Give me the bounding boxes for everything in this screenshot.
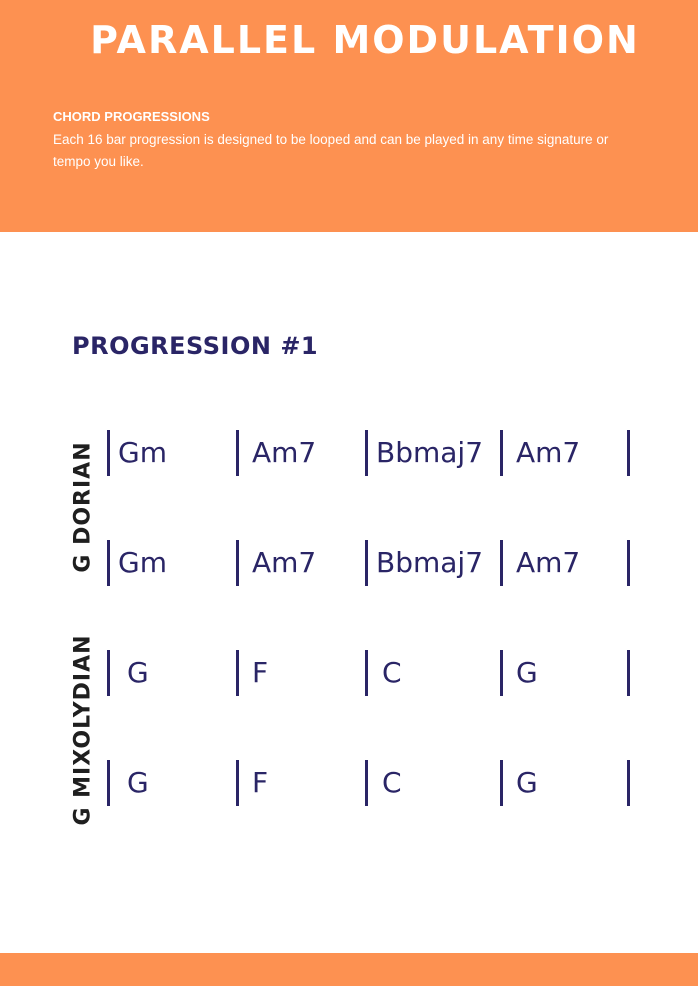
page-title: PARALLEL MODULATION	[90, 18, 640, 62]
bar-line	[236, 650, 239, 696]
chord: Am7	[516, 546, 581, 579]
bar-line	[365, 760, 368, 806]
bar-line	[627, 430, 630, 476]
progression-title: PROGRESSION #1	[72, 332, 319, 360]
chord: Bbmaj7	[376, 546, 484, 579]
section-heading: CHORD PROGRESSIONS	[53, 109, 210, 124]
section-description: Each 16 bar progression is designed to be looped and can be played in any time signature or tempo you like.	[53, 132, 609, 169]
bar-line	[500, 760, 503, 806]
bar-line	[500, 540, 503, 586]
bar-line	[365, 430, 368, 476]
chord: F	[252, 656, 269, 689]
bar-line	[107, 540, 110, 586]
chord: G	[127, 656, 149, 689]
chord: G	[516, 656, 538, 689]
chord: F	[252, 766, 269, 799]
bar-line	[236, 430, 239, 476]
bar-line	[365, 650, 368, 696]
chord: Bbmaj7	[376, 436, 484, 469]
chord: C	[382, 656, 402, 689]
bar-line	[107, 760, 110, 806]
chord: Gm	[118, 546, 167, 579]
bar-line	[627, 760, 630, 806]
bar-line	[500, 650, 503, 696]
bar-line	[236, 540, 239, 586]
bar-line	[627, 540, 630, 586]
bar-line	[365, 540, 368, 586]
bar-line	[107, 430, 110, 476]
chord: Gm	[118, 436, 167, 469]
bar-line	[627, 650, 630, 696]
chord: Am7	[516, 436, 581, 469]
bar-line	[500, 430, 503, 476]
chord: G	[127, 766, 149, 799]
footer-banner	[0, 953, 698, 986]
mode-label-mixolydian: G MIXOLYDIAN	[70, 634, 96, 826]
chord: Am7	[252, 436, 317, 469]
chord: C	[382, 766, 402, 799]
chord: G	[516, 766, 538, 799]
bar-line	[236, 760, 239, 806]
mode-label-dorian: G DORIAN	[70, 441, 96, 573]
bar-line	[107, 650, 110, 696]
chord: Am7	[252, 546, 317, 579]
header-banner	[0, 0, 698, 232]
